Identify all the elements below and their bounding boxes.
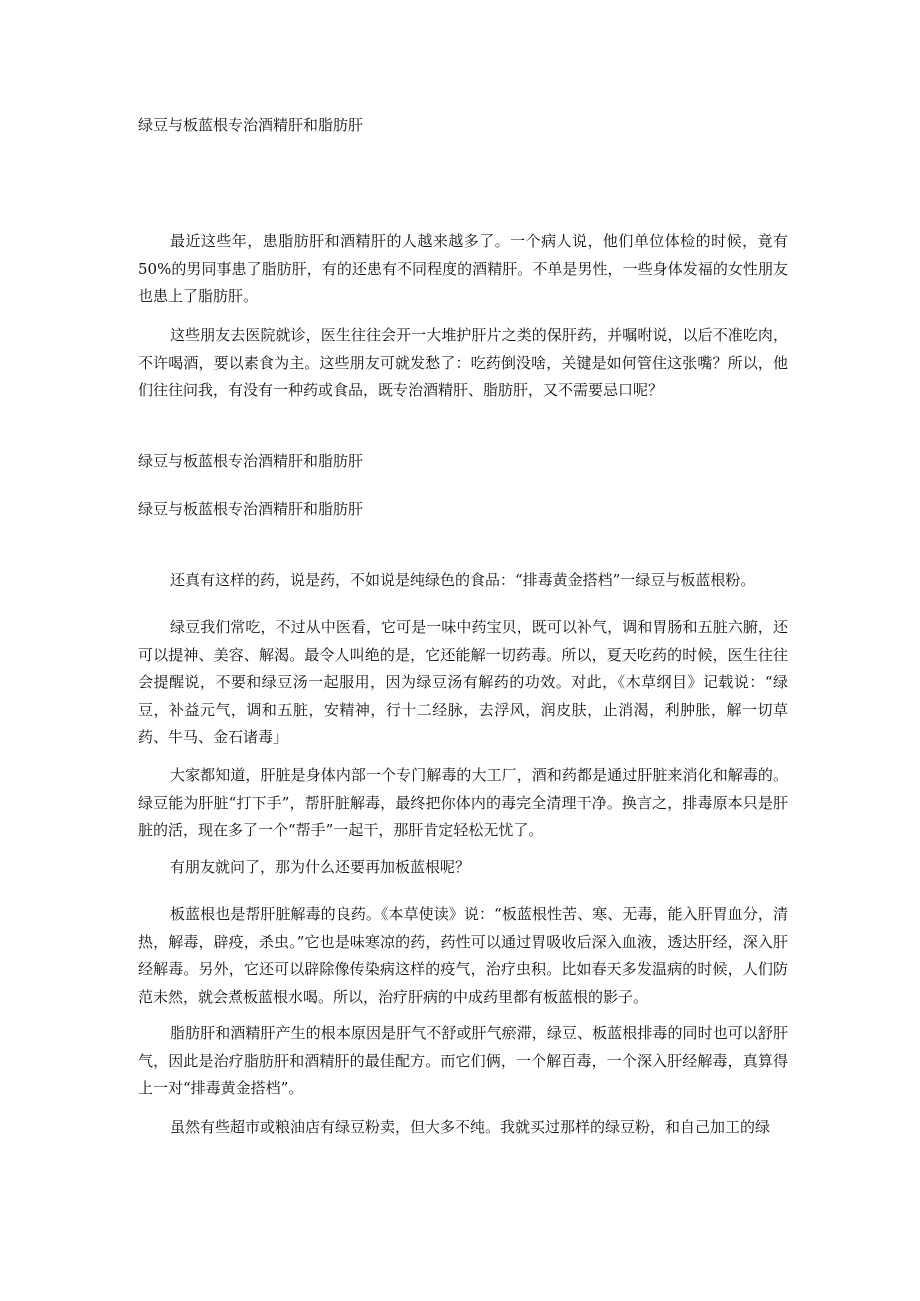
repeated-title-2: 绿豆与板蓝根专治酒精肝和脂肪肝 <box>138 500 364 518</box>
paragraph-2: 这些朋友去医院就诊，医生往往会开一大堆护肝片之类的保肝药，并嘱咐说，以后不准吃肉，不许喝酒，要以素食为主。这些朋友可就发愁了：吃药倒没啥，关键是如何管住这张嘴？所以，他们往往问我，有没有一种药或食品，既专治酒精肝、脂肪肝，又不需要忌口呢？ <box>138 326 788 399</box>
paragraph-5: 大家都知道，肝脏是身体内部一个专门解毒的大工厂，酒和药都是通过肝脏来消化和解毒的。绿豆能为肝脏“打下手”，帮肝脏解毒，最终把你体内的毒完全清理干净。换言之，排毒原本只是肝脏的活，现在多了一个“帮手”一起干，那肝肯定轻松无忧了。 <box>138 766 788 839</box>
document-title: 绿豆与板蓝根专治酒精肝和脂肪肝 <box>138 116 364 134</box>
paragraph-8: 脂肪肝和酒精肝产生的根本原因是肝气不舒或肝气瘀滞，绿豆、板蓝根排毒的同时也可以舒肝气，因此是治疗脂肪肝和酒精肝的最佳配方。而它们俩，一个解百毒，一个深入肝经解毒，真算得上一对“排毒黄金搭档”。 <box>138 1024 788 1097</box>
paragraph-7: 板蓝根也是帮肝脏解毒的良药。《本草使读》说：“板蓝根性苦、寒、无毒，能入肝胃血分，清热，解毒，辟疫，杀虫。”它也是味寒凉的药，药性可以通过胃吸收后深入血液，透达肝经，深入肝经解毒。另外，它还可以辟除像传染病这样的疫气，治疗虫积。比如春天多发温病的时候，人们防范未然，就会煮板蓝根水喝。所以，治疗肝病的中成药里都有板蓝根的影子。 <box>138 905 788 1006</box>
paragraph-9: 虽然有些超市或粮油店有绿豆粉卖，但大多不纯。我就买过那样的绿豆粉，和自己加工的绿 <box>170 1118 771 1136</box>
paragraph-3: 还真有这样的药，说是药，不如说是纯绿色的食品：“排毒黄金搭档”一绿豆与板蓝根粉。 <box>170 571 756 589</box>
paragraph-1: 最近这些年，患脂肪肝和酒精肝的人越来越多了。一个病人说，他们单位体检的时候，竟有50%的男同事患了脂肪肝，有的还患有不同程度的酒精肝。不单是男性，一些身体发福的女性朋友也患上了脂肪肝。 <box>138 232 788 305</box>
repeated-title-1: 绿豆与板蓝根专治酒精肝和脂肪肝 <box>138 452 364 470</box>
paragraph-4: 绿豆我们常吃，不过从中医看，它可是一味中药宝贝，既可以补气，调和胃肠和五脏六腑，还可以提神、美容、解渴。最令人叫绝的是，它还能解一切药毒。所以，夏天吃药的时候，医生往往会提醒说，不要和绿豆汤一起服用，因为绿豆汤有解药的功效。对此，《木草纲目》记载说：“绿豆，补益元气，调和五脏，安精神，行十二经脉，去浮风，润皮肤，止消渴，利肿胀，解一切草药、牛马、金石诸毒」 <box>138 618 788 746</box>
paragraph-6: 有朋友就问了，那为什么还要再加板蓝根呢？ <box>170 858 471 876</box>
